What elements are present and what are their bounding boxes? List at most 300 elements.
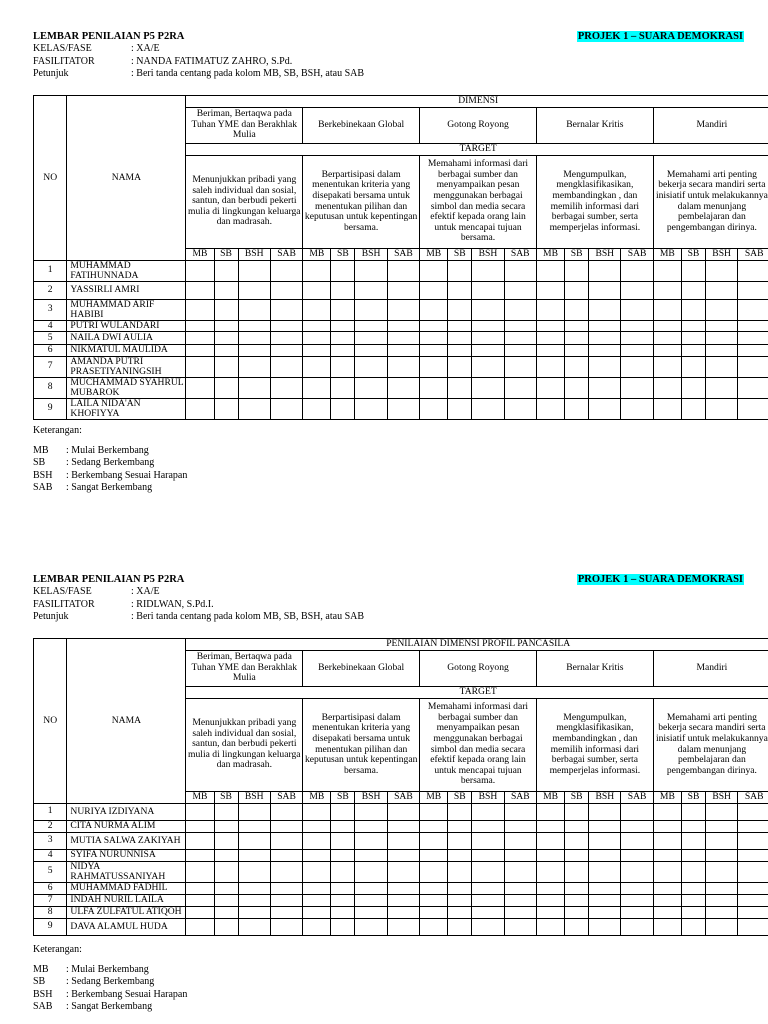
check-cell[interactable] bbox=[186, 861, 214, 882]
check-cell[interactable] bbox=[472, 906, 504, 918]
check-cell[interactable] bbox=[387, 882, 419, 894]
check-cell[interactable] bbox=[589, 803, 621, 820]
check-cell[interactable] bbox=[653, 894, 681, 906]
check-cell[interactable] bbox=[186, 820, 214, 832]
check-cell[interactable] bbox=[420, 882, 448, 894]
check-cell[interactable] bbox=[303, 260, 331, 281]
check-cell[interactable] bbox=[355, 803, 387, 820]
check-cell[interactable] bbox=[589, 281, 621, 299]
check-cell[interactable] bbox=[387, 332, 419, 345]
check-cell[interactable] bbox=[270, 918, 302, 935]
check-cell[interactable] bbox=[214, 918, 238, 935]
check-cell[interactable] bbox=[387, 320, 419, 332]
check-cell[interactable] bbox=[331, 906, 355, 918]
check-cell[interactable] bbox=[565, 918, 589, 935]
check-cell[interactable] bbox=[621, 260, 653, 281]
check-cell[interactable] bbox=[387, 906, 419, 918]
check-cell[interactable] bbox=[653, 882, 681, 894]
check-cell[interactable] bbox=[387, 299, 419, 320]
check-cell[interactable] bbox=[214, 260, 238, 281]
check-cell[interactable] bbox=[387, 894, 419, 906]
check-cell[interactable] bbox=[303, 894, 331, 906]
check-cell[interactable] bbox=[705, 320, 737, 332]
check-cell[interactable] bbox=[387, 918, 419, 935]
check-cell[interactable] bbox=[738, 377, 768, 398]
check-cell[interactable] bbox=[448, 332, 472, 345]
check-cell[interactable] bbox=[355, 906, 387, 918]
check-cell[interactable] bbox=[238, 906, 270, 918]
check-cell[interactable] bbox=[214, 803, 238, 820]
check-cell[interactable] bbox=[621, 803, 653, 820]
check-cell[interactable] bbox=[303, 281, 331, 299]
check-cell[interactable] bbox=[738, 260, 768, 281]
check-cell[interactable] bbox=[738, 820, 768, 832]
check-cell[interactable] bbox=[238, 260, 270, 281]
check-cell[interactable] bbox=[303, 356, 331, 377]
check-cell[interactable] bbox=[355, 345, 387, 357]
check-cell[interactable] bbox=[355, 299, 387, 320]
check-cell[interactable] bbox=[705, 861, 737, 882]
check-cell[interactable] bbox=[303, 861, 331, 882]
check-cell[interactable] bbox=[387, 803, 419, 820]
check-cell[interactable] bbox=[705, 281, 737, 299]
check-cell[interactable] bbox=[420, 260, 448, 281]
check-cell[interactable] bbox=[589, 849, 621, 861]
check-cell[interactable] bbox=[536, 918, 564, 935]
check-cell[interactable] bbox=[303, 918, 331, 935]
check-cell[interactable] bbox=[270, 332, 302, 345]
check-cell[interactable] bbox=[270, 377, 302, 398]
check-cell[interactable] bbox=[681, 918, 705, 935]
check-cell[interactable] bbox=[653, 820, 681, 832]
check-cell[interactable] bbox=[653, 356, 681, 377]
check-cell[interactable] bbox=[186, 281, 214, 299]
check-cell[interactable] bbox=[589, 894, 621, 906]
check-cell[interactable] bbox=[472, 377, 504, 398]
check-cell[interactable] bbox=[621, 299, 653, 320]
check-cell[interactable] bbox=[504, 398, 536, 419]
check-cell[interactable] bbox=[653, 345, 681, 357]
check-cell[interactable] bbox=[738, 832, 768, 849]
check-cell[interactable] bbox=[448, 882, 472, 894]
check-cell[interactable] bbox=[214, 906, 238, 918]
check-cell[interactable] bbox=[653, 849, 681, 861]
check-cell[interactable] bbox=[472, 345, 504, 357]
check-cell[interactable] bbox=[504, 882, 536, 894]
check-cell[interactable] bbox=[270, 882, 302, 894]
check-cell[interactable] bbox=[387, 260, 419, 281]
check-cell[interactable] bbox=[331, 820, 355, 832]
check-cell[interactable] bbox=[738, 281, 768, 299]
check-cell[interactable] bbox=[238, 832, 270, 849]
check-cell[interactable] bbox=[270, 260, 302, 281]
check-cell[interactable] bbox=[738, 918, 768, 935]
check-cell[interactable] bbox=[472, 299, 504, 320]
check-cell[interactable] bbox=[589, 906, 621, 918]
check-cell[interactable] bbox=[705, 918, 737, 935]
check-cell[interactable] bbox=[653, 398, 681, 419]
check-cell[interactable] bbox=[565, 882, 589, 894]
check-cell[interactable] bbox=[448, 861, 472, 882]
check-cell[interactable] bbox=[448, 260, 472, 281]
check-cell[interactable] bbox=[621, 820, 653, 832]
check-cell[interactable] bbox=[504, 332, 536, 345]
check-cell[interactable] bbox=[565, 803, 589, 820]
check-cell[interactable] bbox=[589, 882, 621, 894]
check-cell[interactable] bbox=[186, 260, 214, 281]
check-cell[interactable] bbox=[705, 820, 737, 832]
check-cell[interactable] bbox=[331, 398, 355, 419]
check-cell[interactable] bbox=[565, 320, 589, 332]
check-cell[interactable] bbox=[186, 832, 214, 849]
check-cell[interactable] bbox=[186, 906, 214, 918]
check-cell[interactable] bbox=[355, 861, 387, 882]
check-cell[interactable] bbox=[589, 377, 621, 398]
check-cell[interactable] bbox=[705, 356, 737, 377]
check-cell[interactable] bbox=[270, 345, 302, 357]
check-cell[interactable] bbox=[738, 803, 768, 820]
check-cell[interactable] bbox=[565, 281, 589, 299]
check-cell[interactable] bbox=[186, 320, 214, 332]
check-cell[interactable] bbox=[331, 299, 355, 320]
check-cell[interactable] bbox=[472, 861, 504, 882]
check-cell[interactable] bbox=[589, 345, 621, 357]
check-cell[interactable] bbox=[238, 356, 270, 377]
check-cell[interactable] bbox=[238, 377, 270, 398]
check-cell[interactable] bbox=[536, 356, 564, 377]
check-cell[interactable] bbox=[565, 398, 589, 419]
check-cell[interactable] bbox=[621, 320, 653, 332]
check-cell[interactable] bbox=[504, 894, 536, 906]
check-cell[interactable] bbox=[270, 849, 302, 861]
check-cell[interactable] bbox=[621, 332, 653, 345]
check-cell[interactable] bbox=[270, 356, 302, 377]
check-cell[interactable] bbox=[331, 345, 355, 357]
check-cell[interactable] bbox=[681, 299, 705, 320]
check-cell[interactable] bbox=[472, 849, 504, 861]
check-cell[interactable] bbox=[536, 260, 564, 281]
check-cell[interactable] bbox=[214, 849, 238, 861]
check-cell[interactable] bbox=[681, 849, 705, 861]
check-cell[interactable] bbox=[589, 398, 621, 419]
check-cell[interactable] bbox=[621, 849, 653, 861]
check-cell[interactable] bbox=[565, 377, 589, 398]
check-cell[interactable] bbox=[355, 918, 387, 935]
check-cell[interactable] bbox=[504, 849, 536, 861]
check-cell[interactable] bbox=[186, 332, 214, 345]
check-cell[interactable] bbox=[448, 345, 472, 357]
check-cell[interactable] bbox=[270, 398, 302, 419]
check-cell[interactable] bbox=[303, 398, 331, 419]
check-cell[interactable] bbox=[331, 861, 355, 882]
check-cell[interactable] bbox=[589, 918, 621, 935]
check-cell[interactable] bbox=[504, 820, 536, 832]
check-cell[interactable] bbox=[387, 345, 419, 357]
check-cell[interactable] bbox=[472, 803, 504, 820]
check-cell[interactable] bbox=[303, 882, 331, 894]
check-cell[interactable] bbox=[355, 332, 387, 345]
check-cell[interactable] bbox=[387, 377, 419, 398]
check-cell[interactable] bbox=[420, 849, 448, 861]
check-cell[interactable] bbox=[705, 832, 737, 849]
check-cell[interactable] bbox=[238, 803, 270, 820]
check-cell[interactable] bbox=[653, 260, 681, 281]
check-cell[interactable] bbox=[565, 849, 589, 861]
check-cell[interactable] bbox=[589, 832, 621, 849]
check-cell[interactable] bbox=[214, 894, 238, 906]
check-cell[interactable] bbox=[653, 832, 681, 849]
check-cell[interactable] bbox=[681, 260, 705, 281]
check-cell[interactable] bbox=[653, 861, 681, 882]
check-cell[interactable] bbox=[420, 345, 448, 357]
check-cell[interactable] bbox=[705, 345, 737, 357]
check-cell[interactable] bbox=[536, 894, 564, 906]
check-cell[interactable] bbox=[186, 849, 214, 861]
check-cell[interactable] bbox=[536, 882, 564, 894]
check-cell[interactable] bbox=[738, 906, 768, 918]
check-cell[interactable] bbox=[387, 820, 419, 832]
check-cell[interactable] bbox=[331, 918, 355, 935]
check-cell[interactable] bbox=[448, 894, 472, 906]
check-cell[interactable] bbox=[738, 320, 768, 332]
check-cell[interactable] bbox=[504, 861, 536, 882]
check-cell[interactable] bbox=[621, 345, 653, 357]
check-cell[interactable] bbox=[536, 299, 564, 320]
check-cell[interactable] bbox=[681, 820, 705, 832]
check-cell[interactable] bbox=[681, 882, 705, 894]
check-cell[interactable] bbox=[536, 820, 564, 832]
check-cell[interactable] bbox=[504, 803, 536, 820]
check-cell[interactable] bbox=[653, 918, 681, 935]
check-cell[interactable] bbox=[472, 820, 504, 832]
check-cell[interactable] bbox=[420, 356, 448, 377]
check-cell[interactable] bbox=[238, 345, 270, 357]
check-cell[interactable] bbox=[705, 398, 737, 419]
check-cell[interactable] bbox=[621, 377, 653, 398]
check-cell[interactable] bbox=[738, 332, 768, 345]
check-cell[interactable] bbox=[420, 281, 448, 299]
check-cell[interactable] bbox=[565, 299, 589, 320]
check-cell[interactable] bbox=[738, 849, 768, 861]
check-cell[interactable] bbox=[536, 906, 564, 918]
check-cell[interactable] bbox=[387, 832, 419, 849]
check-cell[interactable] bbox=[331, 377, 355, 398]
check-cell[interactable] bbox=[303, 377, 331, 398]
check-cell[interactable] bbox=[238, 882, 270, 894]
check-cell[interactable] bbox=[420, 820, 448, 832]
check-cell[interactable] bbox=[420, 299, 448, 320]
check-cell[interactable] bbox=[653, 332, 681, 345]
check-cell[interactable] bbox=[681, 320, 705, 332]
check-cell[interactable] bbox=[331, 332, 355, 345]
check-cell[interactable] bbox=[681, 861, 705, 882]
check-cell[interactable] bbox=[355, 894, 387, 906]
check-cell[interactable] bbox=[504, 260, 536, 281]
check-cell[interactable] bbox=[705, 849, 737, 861]
check-cell[interactable] bbox=[270, 803, 302, 820]
check-cell[interactable] bbox=[504, 832, 536, 849]
check-cell[interactable] bbox=[331, 803, 355, 820]
check-cell[interactable] bbox=[238, 918, 270, 935]
check-cell[interactable] bbox=[214, 861, 238, 882]
check-cell[interactable] bbox=[653, 299, 681, 320]
check-cell[interactable] bbox=[270, 281, 302, 299]
check-cell[interactable] bbox=[420, 918, 448, 935]
check-cell[interactable] bbox=[303, 299, 331, 320]
check-cell[interactable] bbox=[387, 281, 419, 299]
check-cell[interactable] bbox=[536, 345, 564, 357]
check-cell[interactable] bbox=[681, 332, 705, 345]
check-cell[interactable] bbox=[186, 803, 214, 820]
check-cell[interactable] bbox=[214, 332, 238, 345]
check-cell[interactable] bbox=[238, 320, 270, 332]
check-cell[interactable] bbox=[355, 849, 387, 861]
check-cell[interactable] bbox=[705, 299, 737, 320]
check-cell[interactable] bbox=[355, 832, 387, 849]
check-cell[interactable] bbox=[448, 918, 472, 935]
check-cell[interactable] bbox=[621, 356, 653, 377]
check-cell[interactable] bbox=[355, 820, 387, 832]
check-cell[interactable] bbox=[448, 832, 472, 849]
check-cell[interactable] bbox=[472, 356, 504, 377]
check-cell[interactable] bbox=[681, 398, 705, 419]
check-cell[interactable] bbox=[653, 803, 681, 820]
check-cell[interactable] bbox=[303, 906, 331, 918]
check-cell[interactable] bbox=[621, 832, 653, 849]
check-cell[interactable] bbox=[536, 861, 564, 882]
check-cell[interactable] bbox=[621, 398, 653, 419]
check-cell[interactable] bbox=[536, 377, 564, 398]
check-cell[interactable] bbox=[448, 281, 472, 299]
check-cell[interactable] bbox=[214, 377, 238, 398]
check-cell[interactable] bbox=[472, 918, 504, 935]
check-cell[interactable] bbox=[565, 832, 589, 849]
check-cell[interactable] bbox=[214, 832, 238, 849]
check-cell[interactable] bbox=[331, 260, 355, 281]
check-cell[interactable] bbox=[186, 894, 214, 906]
check-cell[interactable] bbox=[270, 894, 302, 906]
check-cell[interactable] bbox=[303, 832, 331, 849]
check-cell[interactable] bbox=[504, 377, 536, 398]
check-cell[interactable] bbox=[238, 849, 270, 861]
check-cell[interactable] bbox=[270, 906, 302, 918]
check-cell[interactable] bbox=[448, 299, 472, 320]
check-cell[interactable] bbox=[355, 260, 387, 281]
check-cell[interactable] bbox=[536, 398, 564, 419]
check-cell[interactable] bbox=[420, 332, 448, 345]
check-cell[interactable] bbox=[331, 882, 355, 894]
check-cell[interactable] bbox=[738, 861, 768, 882]
check-cell[interactable] bbox=[270, 320, 302, 332]
check-cell[interactable] bbox=[738, 356, 768, 377]
check-cell[interactable] bbox=[653, 906, 681, 918]
check-cell[interactable] bbox=[270, 299, 302, 320]
check-cell[interactable] bbox=[214, 299, 238, 320]
check-cell[interactable] bbox=[589, 861, 621, 882]
check-cell[interactable] bbox=[504, 918, 536, 935]
check-cell[interactable] bbox=[448, 906, 472, 918]
check-cell[interactable] bbox=[504, 299, 536, 320]
check-cell[interactable] bbox=[214, 320, 238, 332]
check-cell[interactable] bbox=[214, 345, 238, 357]
check-cell[interactable] bbox=[420, 861, 448, 882]
check-cell[interactable] bbox=[331, 832, 355, 849]
check-cell[interactable] bbox=[238, 281, 270, 299]
check-cell[interactable] bbox=[214, 820, 238, 832]
check-cell[interactable] bbox=[448, 803, 472, 820]
check-cell[interactable] bbox=[705, 332, 737, 345]
check-cell[interactable] bbox=[536, 332, 564, 345]
check-cell[interactable] bbox=[355, 281, 387, 299]
check-cell[interactable] bbox=[472, 894, 504, 906]
check-cell[interactable] bbox=[536, 281, 564, 299]
check-cell[interactable] bbox=[186, 398, 214, 419]
check-cell[interactable] bbox=[387, 398, 419, 419]
check-cell[interactable] bbox=[536, 832, 564, 849]
check-cell[interactable] bbox=[270, 820, 302, 832]
check-cell[interactable] bbox=[504, 320, 536, 332]
check-cell[interactable] bbox=[738, 398, 768, 419]
check-cell[interactable] bbox=[472, 398, 504, 419]
check-cell[interactable] bbox=[738, 345, 768, 357]
check-cell[interactable] bbox=[214, 398, 238, 419]
check-cell[interactable] bbox=[589, 299, 621, 320]
check-cell[interactable] bbox=[355, 882, 387, 894]
check-cell[interactable] bbox=[303, 332, 331, 345]
check-cell[interactable] bbox=[565, 820, 589, 832]
check-cell[interactable] bbox=[387, 849, 419, 861]
check-cell[interactable] bbox=[420, 398, 448, 419]
check-cell[interactable] bbox=[186, 377, 214, 398]
check-cell[interactable] bbox=[681, 894, 705, 906]
check-cell[interactable] bbox=[186, 345, 214, 357]
check-cell[interactable] bbox=[387, 861, 419, 882]
check-cell[interactable] bbox=[536, 803, 564, 820]
check-cell[interactable] bbox=[303, 345, 331, 357]
check-cell[interactable] bbox=[472, 281, 504, 299]
check-cell[interactable] bbox=[214, 356, 238, 377]
check-cell[interactable] bbox=[448, 356, 472, 377]
check-cell[interactable] bbox=[705, 894, 737, 906]
check-cell[interactable] bbox=[504, 906, 536, 918]
check-cell[interactable] bbox=[214, 281, 238, 299]
check-cell[interactable] bbox=[653, 377, 681, 398]
check-cell[interactable] bbox=[238, 820, 270, 832]
check-cell[interactable] bbox=[565, 906, 589, 918]
check-cell[interactable] bbox=[565, 861, 589, 882]
check-cell[interactable] bbox=[331, 281, 355, 299]
check-cell[interactable] bbox=[448, 849, 472, 861]
check-cell[interactable] bbox=[448, 820, 472, 832]
check-cell[interactable] bbox=[355, 356, 387, 377]
check-cell[interactable] bbox=[705, 260, 737, 281]
check-cell[interactable] bbox=[681, 356, 705, 377]
check-cell[interactable] bbox=[472, 832, 504, 849]
check-cell[interactable] bbox=[504, 356, 536, 377]
check-cell[interactable] bbox=[681, 832, 705, 849]
check-cell[interactable] bbox=[705, 803, 737, 820]
check-cell[interactable] bbox=[565, 260, 589, 281]
check-cell[interactable] bbox=[238, 894, 270, 906]
check-cell[interactable] bbox=[472, 320, 504, 332]
check-cell[interactable] bbox=[270, 832, 302, 849]
check-cell[interactable] bbox=[448, 320, 472, 332]
check-cell[interactable] bbox=[621, 882, 653, 894]
check-cell[interactable] bbox=[621, 906, 653, 918]
check-cell[interactable] bbox=[331, 894, 355, 906]
check-cell[interactable] bbox=[681, 906, 705, 918]
check-cell[interactable] bbox=[387, 356, 419, 377]
